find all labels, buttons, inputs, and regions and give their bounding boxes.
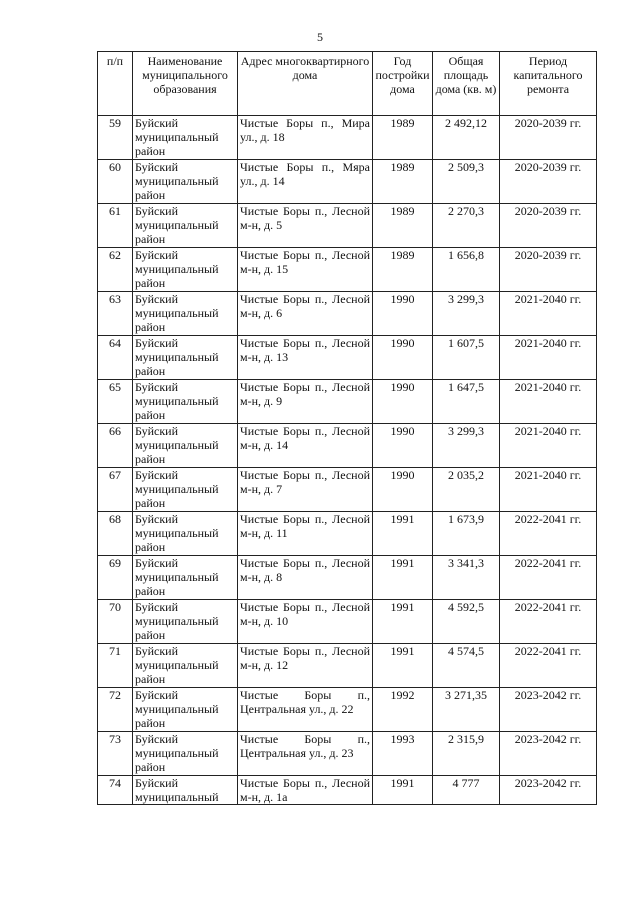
municipality-cell: Буйский муниципальный район (133, 556, 238, 600)
area-cell: 4 574,5 (433, 644, 500, 688)
year-cell: 1991 (373, 556, 433, 600)
address-cell: Чистые Боры п., Лесной м-н, д. 8 (238, 556, 373, 600)
municipality-cell: Буйский муниципальный район (133, 336, 238, 380)
address-cell: Чистые Боры п., Лесной м-н, д. 9 (238, 380, 373, 424)
header-index: п/п (98, 52, 133, 116)
page-number: 5 (317, 30, 323, 44)
area-cell: 1 647,5 (433, 380, 500, 424)
table-row (98, 248, 597, 292)
year-cell: 1989 (373, 248, 433, 292)
municipality-cell: Буйский муниципальный район (133, 644, 238, 688)
row-index: 61 (98, 204, 133, 248)
municipality-cell: Буйский муниципальный район (133, 600, 238, 644)
row-index: 68 (98, 512, 133, 556)
row-index: 59 (98, 116, 133, 160)
area-cell: 4 777 (433, 776, 500, 805)
address-cell: Чистые Боры п., Лесной м-н, д. 12 (238, 644, 373, 688)
address-cell: Чистые Боры п., Центральная ул., д. 23 (238, 732, 373, 776)
year-cell: 1992 (373, 688, 433, 732)
address-cell: Чистые Боры п., Лесной м-н, д. 13 (238, 336, 373, 380)
table-row (98, 468, 597, 512)
area-cell: 3 341,3 (433, 556, 500, 600)
address-cell: Чистые Боры п., Лесной м-н, д. 10 (238, 600, 373, 644)
header-repair-period: Период капитального ремонта (500, 52, 597, 116)
table-row (98, 116, 597, 160)
apartment-buildings-table (97, 51, 597, 805)
repair-period-cell: 2021-2040 гг. (500, 336, 597, 380)
municipality-cell: Буйский муниципальный район (133, 204, 238, 248)
area-cell: 2 509,3 (433, 160, 500, 204)
row-index: 71 (98, 644, 133, 688)
address-cell: Чистые Боры п., Лесной м-н, д. 6 (238, 292, 373, 336)
area-cell: 3 299,3 (433, 424, 500, 468)
header-municipality: Наименование муниципального образования (133, 52, 238, 116)
table-row (98, 732, 597, 776)
repair-period-cell: 2021-2040 гг. (500, 292, 597, 336)
area-cell: 2 270,3 (433, 204, 500, 248)
repair-period-cell: 2021-2040 гг. (500, 424, 597, 468)
municipality-cell: Буйский муниципальный район (133, 160, 238, 204)
row-index: 70 (98, 600, 133, 644)
header-row (98, 52, 597, 116)
address-cell: Чистые Боры п., Лесной м-н, д. 5 (238, 204, 373, 248)
area-cell: 3 271,35 (433, 688, 500, 732)
repair-period-cell: 2020-2039 гг. (500, 204, 597, 248)
address-cell: Чистые Боры п., Лесной м-н, д. 1а (238, 776, 373, 805)
year-cell: 1990 (373, 336, 433, 380)
year-cell: 1989 (373, 204, 433, 248)
address-cell: Чистые Боры п., Лесной м-н, д. 15 (238, 248, 373, 292)
area-cell: 2 492,12 (433, 116, 500, 160)
address-cell: Чистые Боры п., Лесной м-н, д. 14 (238, 424, 373, 468)
year-cell: 1989 (373, 116, 433, 160)
address-cell: Чистые Боры п., Центральная ул., д. 22 (238, 688, 373, 732)
area-cell: 4 592,5 (433, 600, 500, 644)
table-row (98, 776, 597, 805)
address-cell: Чистые Боры п., Мира ул., д. 18 (238, 116, 373, 160)
year-cell: 1989 (373, 160, 433, 204)
header-address: Адрес многоквартирного дома (238, 52, 373, 116)
row-index: 66 (98, 424, 133, 468)
table-header (98, 52, 597, 116)
header-total-area: Общая площадь дома (кв. м) (433, 52, 500, 116)
repair-period-cell: 2022-2041 гг. (500, 512, 597, 556)
municipality-cell: Буйский муниципальный (133, 776, 238, 805)
row-index: 72 (98, 688, 133, 732)
municipality-cell: Буйский муниципальный район (133, 512, 238, 556)
table-row (98, 556, 597, 600)
municipality-cell: Буйский муниципальный район (133, 380, 238, 424)
table-row (98, 600, 597, 644)
table-row (98, 380, 597, 424)
table-row (98, 688, 597, 732)
year-cell: 1990 (373, 424, 433, 468)
area-cell: 2 315,9 (433, 732, 500, 776)
row-index: 64 (98, 336, 133, 380)
municipality-cell: Буйский муниципальный район (133, 116, 238, 160)
repair-period-cell: 2023-2042 гг. (500, 732, 597, 776)
repair-period-cell: 2023-2042 гг. (500, 776, 597, 805)
municipality-cell: Буйский муниципальный район (133, 424, 238, 468)
area-cell: 1 607,5 (433, 336, 500, 380)
table-row (98, 424, 597, 468)
address-cell: Чистые Боры п., Лесной м-н, д. 7 (238, 468, 373, 512)
address-cell: Чистые Боры п., Мяра ул., д. 14 (238, 160, 373, 204)
year-cell: 1991 (373, 644, 433, 688)
municipality-cell: Буйский муниципальный район (133, 248, 238, 292)
year-cell: 1993 (373, 732, 433, 776)
table-body (98, 116, 597, 805)
year-cell: 1991 (373, 512, 433, 556)
year-cell: 1991 (373, 776, 433, 805)
area-cell: 2 035,2 (433, 468, 500, 512)
repair-period-cell: 2022-2041 гг. (500, 600, 597, 644)
row-index: 67 (98, 468, 133, 512)
repair-period-cell: 2020-2039 гг. (500, 248, 597, 292)
row-index: 62 (98, 248, 133, 292)
repair-period-cell: 2021-2040 гг. (500, 468, 597, 512)
row-index: 65 (98, 380, 133, 424)
municipality-cell: Буйский муниципальный район (133, 688, 238, 732)
row-index: 60 (98, 160, 133, 204)
year-cell: 1990 (373, 468, 433, 512)
header-year-built: Год постройки дома (373, 52, 433, 116)
year-cell: 1990 (373, 380, 433, 424)
municipality-cell: Буйский муниципальный район (133, 292, 238, 336)
year-cell: 1990 (373, 292, 433, 336)
repair-period-cell: 2020-2039 гг. (500, 116, 597, 160)
repair-period-cell: 2022-2041 гг. (500, 556, 597, 600)
table-row (98, 512, 597, 556)
area-cell: 1 656,8 (433, 248, 500, 292)
municipality-cell: Буйский муниципальный район (133, 468, 238, 512)
table-row (98, 336, 597, 380)
area-cell: 1 673,9 (433, 512, 500, 556)
repair-period-cell: 2022-2041 гг. (500, 644, 597, 688)
row-index: 69 (98, 556, 133, 600)
row-index: 73 (98, 732, 133, 776)
area-cell: 3 299,3 (433, 292, 500, 336)
table-row (98, 204, 597, 248)
table-row (98, 644, 597, 688)
table-row (98, 160, 597, 204)
municipality-cell: Буйский муниципальный район (133, 732, 238, 776)
repair-period-cell: 2020-2039 гг. (500, 160, 597, 204)
row-index: 74 (98, 776, 133, 805)
repair-period-cell: 2021-2040 гг. (500, 380, 597, 424)
year-cell: 1991 (373, 600, 433, 644)
address-cell: Чистые Боры п., Лесной м-н, д. 11 (238, 512, 373, 556)
table-row (98, 292, 597, 336)
repair-period-cell: 2023-2042 гг. (500, 688, 597, 732)
row-index: 63 (98, 292, 133, 336)
